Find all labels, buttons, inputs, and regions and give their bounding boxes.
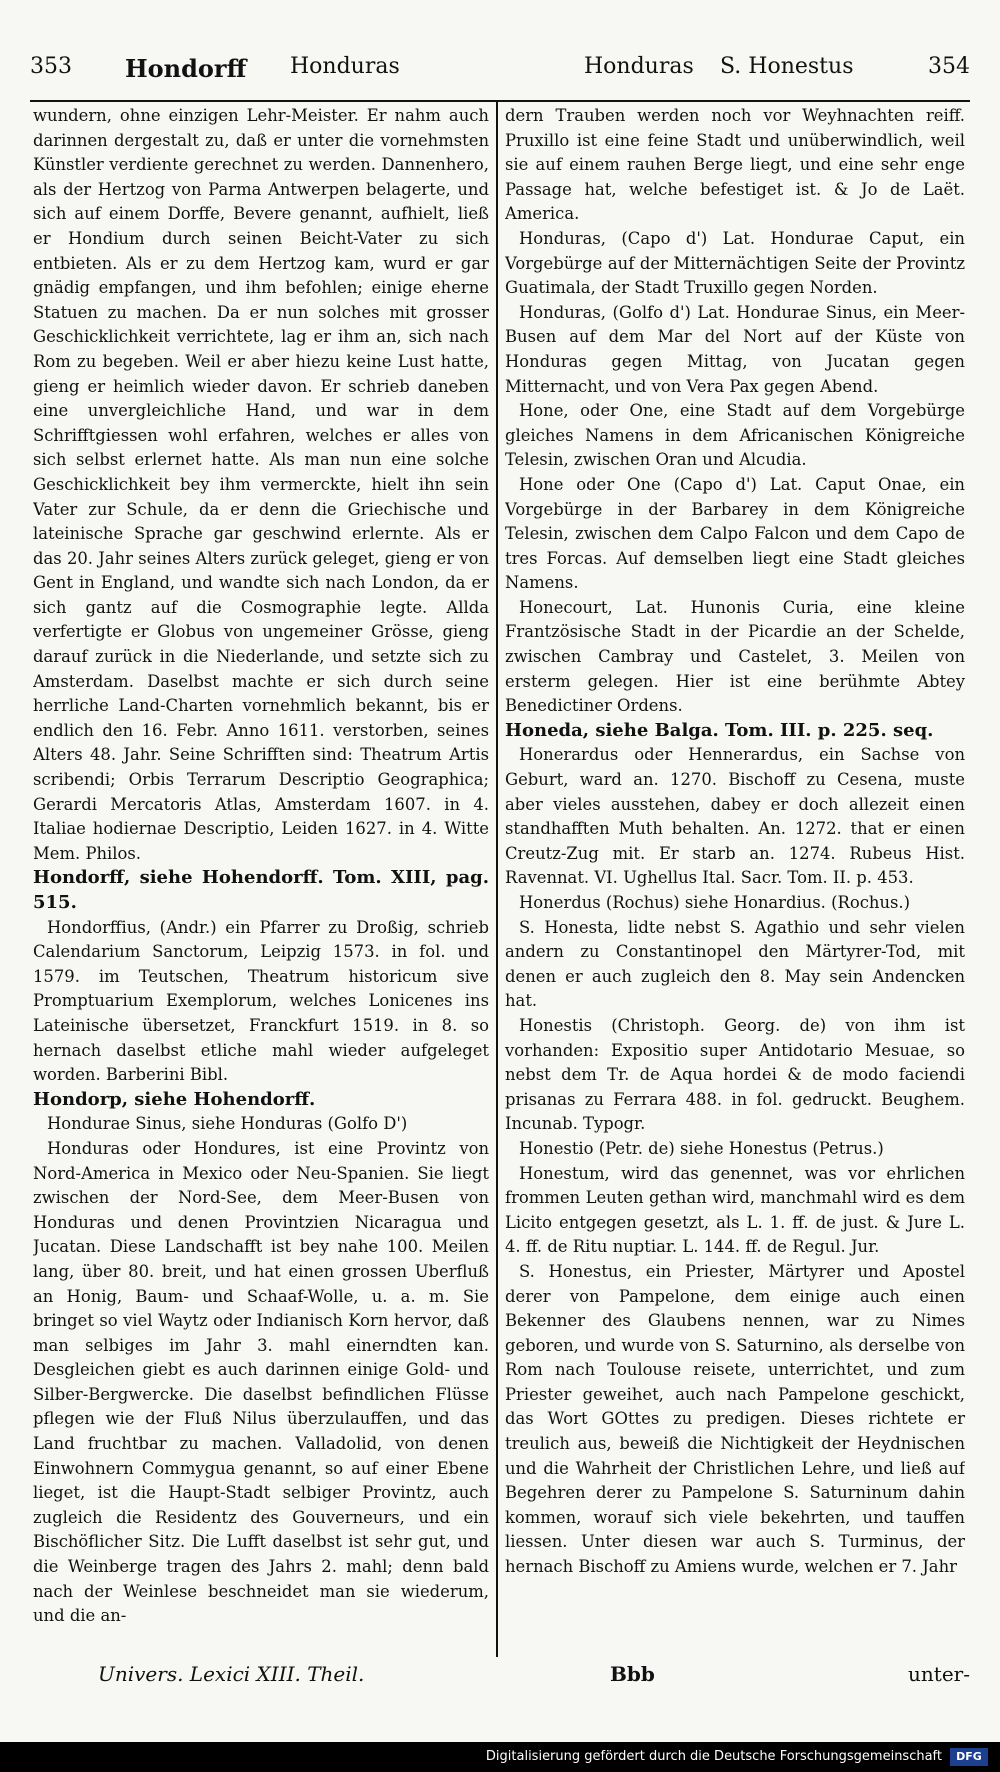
left-column-paragraph: Hondorff, siehe Hohendorff. Tom. XIII, pag. 515. xyxy=(33,867,489,913)
page-number-left: 353 xyxy=(30,54,72,79)
right-column-paragraph: dern Trauben werden noch vor Weyhnachten reiff. Pruxillo ist eine feine Stadt und unüberwindlich, weil sie auf einem rauhen Berge liegt, und eine sehr enge Passage hat, welche befestiget ist. & Jo de Laët. America. xyxy=(505,106,965,224)
right-column-paragraph: Honecourt, Lat. Hunonis Curia, eine kleine Frantzösische Stadt in der Picardie an der Schelde, zwischen Cambray und Castelet, 3. Meilen von ersterm gelegen. Hier ist eine berühmte Abtey Benedictiner Ordens. xyxy=(505,597,965,716)
funding-bar xyxy=(0,1742,1000,1772)
left-column-paragraph: Hondorp, siehe Hohendorff. xyxy=(33,1088,316,1110)
header-keyword-right-1: Honduras xyxy=(584,54,694,79)
right-column-paragraph: Honestum, wird das genennet, was vor ehrlichen frommen Leuten gethan wird, manchmahl wird es dem Licito entgegen gesetzt, als L. 1. ff. de just. & Jure L. 4. ff. de Ritu nuptiar. L. 144. ff. de Regul. Jur. xyxy=(505,1163,965,1257)
right-column-paragraph: Honestis (Christoph. Georg. de) von ihm ist vorhanden: Expositio super Antidotario Mesuae, so nebst dem Tr. de Aqua hordei & de modo faciendi prisanas zu Ferrara 488. in fol. gedruckt. Beughem. Incunab. Typogr. xyxy=(505,1015,965,1134)
left-column-paragraph: Hondurae Sinus, siehe Honduras (Golfo D') xyxy=(47,1114,408,1134)
footer-signature: Bbb xyxy=(610,1662,655,1686)
left-column xyxy=(33,104,489,1659)
funding-text: Digitalisierung gefördert durch die Deutsche Forschungsgemeinschaft xyxy=(485,1749,942,1764)
right-column-paragraph: Honeda, siehe Balga. Tom. III. p. 225. seq. xyxy=(505,719,934,741)
dfg-logo-icon: DFG xyxy=(950,1748,988,1766)
page-footer xyxy=(30,1660,970,1690)
right-column xyxy=(505,104,965,1659)
left-column-paragraph: Hondorffius, (Andr.) ein Pfarrer zu Droßig, schrieb Calendarium Sanctorum, Leipzig 1573. in fol. und 1579. im Teutschen, Theatrum historicum sive Promptuarium Exemplorum, welches Lonicenes ins Lateinische übersetzet, Franckfurt 1519. in 8. so hernach daselbst etliche mahl wieder aufgeleget worden. Barberini Bibl. xyxy=(33,917,489,1085)
right-column-paragraph: Hone oder One (Capo d') Lat. Caput Onae, ein Vorgebürge in der Barbarey in dem Königreiche Telesin, zwischen dem Calpo Falcon und dem Capo de tres Forcas. Auf demselben liegt eine Stadt gleiches Namens. xyxy=(505,474,965,593)
left-column-paragraph: wundern, ohne einzigen Lehr-Meister. Er nahm auch darinnen dergestalt zu, daß er unter die vornehmsten Künstler verdiente gerechnet zu werden. Dannenhero, als der Hertzog von Parma Antwerpen belagerte, und sich auf einem Dorffe, Bevere genannt, aufhielt, ließ er Hondium durch seinen Beicht-Vater zu sich entbieten. Als er zu dem Hertzog kam, wurd er gar gnädig empfangen, und ihm befohlen; einige eherne Statuen zu machen. Da er nun solches mit grosser Geschicklichkeit verrichtete, lag er ihm an, sich nach Rom zu begeben. Weil er aber hiezu keine Lust hatte, gieng er heimlich wieder davon. Er schrieb daneben eine unvergleichliche Hand, und war in dem Schrifftgiessen wohl erfahren, welches er alles von sich selbst erlernet hatte. Als man nun eine solche Geschicklichkeit bey ihm vermerckte, hielt ihn sein Vater zur Schule, da er denn die Griechische und lateinische Sprache gar geschwind erlernte. Als er das 20. Jahr seines Alters zurück geleget, gieng er von Gent in England, und wandte sich nach London, da er sich gantz auf die Cosmographie legte. Allda verfertigte er Globus von ungemeiner Grösse, gieng darauf zurück in die Niederlande, und setzte sich zu Amsterdam. Daselbst machte er sich durch seine herrliche Land-Charten vornehmlich bekannt, bis er endlich den 16. Febr. Anno 1611. verstorben, seines Alters 48. Jahr. Seine Schrifften sind: Theatrum Artis scribendi; Orbis Terrarum Descriptio Geographica; Gerardi Mercatoris Atlas, Amsterdam 1607. in 4. Italiae hodiernae Descriptio, Leiden 1627. in 4. Witte Mem. Philos. xyxy=(33,106,489,863)
right-column-paragraph: Honerardus oder Hennerardus, ein Sachse von Geburt, ward an. 1270. Bischoff zu Cesena, muste aber vieles ausstehen, dabey er doch allezeit einen standhafften Muth behalten. An. 1272. that er einen Creutz-Zug mit. Er starb an. 1274. Rubeus Hist. Ravennat. VI. Ughellus Ital. Sacr. Tom. II. p. 453. xyxy=(505,745,965,888)
left-column-paragraph: Honduras oder Hondures, ist eine Provintz von Nord-America in Mexico oder Neu-Spanien. Sie liegt zwischen der Nord-See, dem Meer-Busen von Honduras und denen Provintzien Nicaragua und Jucatan. Diese Landschafft ist bey nahe 100. Meilen lang, über 80. breit, und hat einen grossen Uberfluß an Honig, Baum- und Schaaf-Wolle, u. a. m. Sie bringet so viel Waytz oder Indianisch Korn hervor, daß man selbiges im Jahr 3. mahl einerndten kan. Desgleichen giebt es auch darinnen einige Gold- und Silber-Bergwercke. Die daselbst befindlichen Flüsse pflegen wie der Fluß Nilus überzulauffen, und das Land fruchtbar zu machen. Valladolid, von denen Einwohnern Commygua genannt, so auf einer Ebene lieget, ist die Haupt-Stadt selbiger Provintz, auch zugleich die Residentz des Gouverneurs, und ein Bischöflicher Sitz. Die Lufft daselbst ist sehr gut, und die Weinberge tragen des Jahrs 2. mahl; denn bald nach der Weinlese beschneidet man sie wiederum, und die an- xyxy=(33,1138,489,1626)
page-number-right: 354 xyxy=(928,54,970,79)
running-header xyxy=(30,48,970,84)
right-column-paragraph: Honerdus (Rochus) siehe Honardius. (Rochus.) xyxy=(519,893,911,912)
right-column-paragraph: S. Honesta, lidte nebst S. Agathio und sehr vielen andern zu Constantinopel den Märtyrer-Tod, mit denen er auch zugleich den 8. May sein Andencken hat. xyxy=(505,917,965,1011)
footer-volume: Univers. Lexici XIII. Theil. xyxy=(98,1662,365,1686)
header-rule xyxy=(30,100,970,102)
column-rule xyxy=(496,102,498,1657)
right-column-paragraph: S. Honestus, ein Priester, Märtyrer und Apostel derer von Pampelone, dem einige auch einen Bekenner des Glaubens nennen, war zu Nimes geboren, und wurde von S. Saturnino, als derselbe von Rom nach Toulouse reisete, unterrichtet, und zum Priester geweihet, auch nach Pampelone geschickt, das Wort GOttes zu predigen. Dieses richtete er treulich aus, beweiß die Nichtigkeit der Heydnischen und die Wahrheit der Christlichen Lehre, und ließ auf Begehren derer zu Pampelone S. Saturninum dahin kommen, worauf sich viele bekehrten, und tauffen liessen. Unter diesen war auch S. Turminus, der hernach Bischoff zu Amiens wurde, welchen er 7. Jahr xyxy=(505,1261,965,1577)
header-keyword-right-2: S. Honestus xyxy=(720,54,854,79)
header-keyword-left-2: Honduras xyxy=(290,54,400,79)
right-column-paragraph: Honestio (Petr. de) siehe Honestus (Petrus.) xyxy=(519,1138,884,1158)
footer-catchword: unter- xyxy=(908,1662,970,1686)
right-column-paragraph: Hone, oder One, eine Stadt auf dem Vorgebürge gleiches Namens in dem Africanischen Königreiche Telesin, zwischen Oran und Alcudia. xyxy=(505,401,965,470)
header-keyword-left: Hondorff xyxy=(125,54,247,83)
right-column-paragraph: Honduras, (Golfo d') Lat. Hondurae Sinus, ein Meer-Busen auf dem Mar del Nort auf der Küste von Honduras gegen Mittag, von Jucatan gegen Mitternacht, und von Vera Pax gegen Abend. xyxy=(505,302,965,396)
right-column-paragraph: Honduras, (Capo d') Lat. Hondurae Caput, ein Vorgebürge auf der Mitternächtigen Seite der Provintz Guatimala, der Stadt Truxillo gegen Norden. xyxy=(505,228,965,298)
